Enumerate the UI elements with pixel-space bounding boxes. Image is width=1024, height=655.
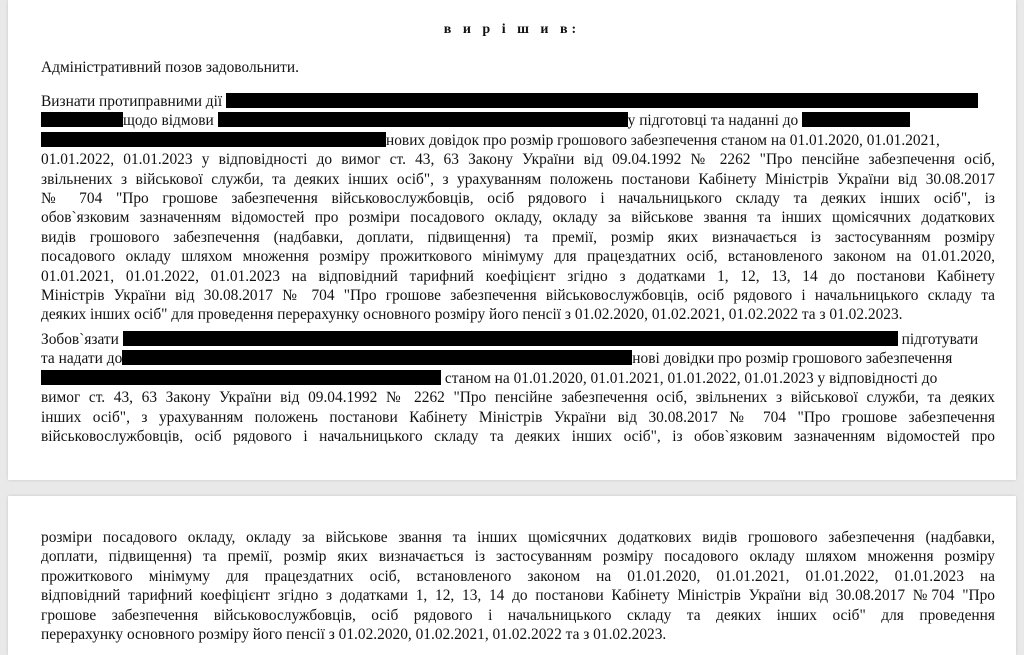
text-line: та надати до нові довідки про розмір грошового забезпечення	[41, 350, 953, 368]
text-line: вимог ст. 43, 63 Закону України від 09.04.1992 № 2262 "Про пенсійне забезпечення осіб, звільнених з військової служби, та деяких	[41, 389, 995, 407]
text-line: деяких інших осіб" для проведення перерахунку основного розміру його пенсії з 01.02.2020, 01.02.2021, 01.02.2022 та з 01.02.2023.	[41, 306, 903, 324]
paragraph-declare-unlawful	[41, 92, 995, 325]
text-line: перерахунку основного розміру його пенсії з 01.02.2020, 01.02.2021, 01.02.2022 та з 01.02.2023.	[41, 625, 667, 643]
text-line: 01.01.2021, 01.01.2022, 01.01.2023 на відповідний тарифний коефіцієнт згідно з додатками 1, 12, 13, 14 до постанови Кабінету	[41, 267, 995, 285]
text-line: Міністрів України від 30.08.2017 № 704 "Про грошове забезпечення військовослужбовців, осіб рядового і начальницького складу та	[41, 286, 995, 304]
document-page-2	[8, 496, 1016, 655]
redaction-bar	[122, 350, 632, 365]
text-line: інших осіб", з урахуванням положень постанови Кабінету Міністрів України від 30.08.2017 № 704 "Про грошове забезпечення	[41, 408, 995, 426]
text-line: прожиткового мінімуму для працездатних осіб, встановленого законом на 01.01.2020, 01.01.2021, 01.01.2022, 01.01.2023 на	[41, 567, 995, 585]
text-line: нових довідок про розмір грошового забезпечення станом на 01.01.2020, 01.01.2021,	[41, 131, 995, 150]
text-line: відповідний тарифний коефіцієнт згідно з додатками 1, 12, 13, 14 до постанови Кабінету Міністрів України від 30.08.2017 №704 "Про	[41, 587, 995, 605]
paragraph-continuation	[41, 528, 995, 644]
text-line: 01.01.2022, 01.01.2023 у відповідності до вимог ст. 43, 63 Закону України від 09.04.1992 № 2262 "Про пенсійне забезпечення осіб,	[41, 151, 995, 169]
text-line: № 704 "Про грошове забезпечення військовослужбовців, осіб рядового і начальницького складу та деяких інших осіб", із	[41, 189, 995, 207]
document-page-1	[8, 0, 1016, 480]
text-line: обов`язковим зазначенням відомостей про розміри посадового окладу, окладу за військове звання та інших щомісячних додаткових	[41, 209, 995, 227]
redaction-bar	[218, 112, 628, 127]
text-line: звільнених з військової служби, та деяких інших осіб", з урахуванням положень постанови Кабінету Міністрів України від 30.08.2017	[41, 170, 995, 188]
text-line: доплати, підвищення) та премії, розмір яких визначається із застосуванням розміру посадового окладу шляхом множення розміру	[41, 548, 995, 566]
claim-satisfied-text: Адміністративний позов задовольнити.	[41, 59, 299, 76]
text-line: станом на 01.01.2020, 01.01.2021, 01.01.2022, 01.01.2023 у відповідності до	[41, 369, 995, 388]
decision-heading: в и р і ш и в:	[443, 22, 581, 37]
redaction-bar	[41, 132, 386, 147]
redaction-bar	[226, 93, 978, 108]
text-line: грошове забезпечення військовослужбовців, осіб рядового і начальницького складу та деяких інших осіб" для проведення	[41, 606, 995, 624]
redaction-bar	[41, 370, 441, 385]
paragraph-claim-satisfied	[41, 58, 995, 77]
text-line: щодо відмови у підготовці та наданні до	[41, 111, 995, 130]
redaction-bar	[802, 112, 910, 127]
paragraph-oblige	[41, 330, 995, 446]
redaction-bar	[41, 112, 123, 127]
text-line: Зобов`язати підготувати	[41, 331, 979, 348]
text-line: Визнати протиправними дії	[41, 92, 995, 111]
text-line: видів грошового забезпечення (надбавки, доплати, підвищення) та премії, розмір яких визначається із застосуванням розміру	[41, 228, 995, 246]
redaction-bar	[123, 331, 898, 346]
text-line: розміри посадового окладу, окладу за військове звання та інших щомісячних додаткових видів грошового забезпечення (надбавки,	[41, 529, 995, 546]
text-line: посадового окладу шляхом множення розміру прожиткового мінімуму для працездатних осіб, встановленого законом на 01.01.2020,	[41, 248, 995, 266]
text-line: військовослужбовців, осіб рядового і начальницького складу та деяких інших осіб", із обов`язковим зазначенням відомостей про	[41, 427, 995, 445]
